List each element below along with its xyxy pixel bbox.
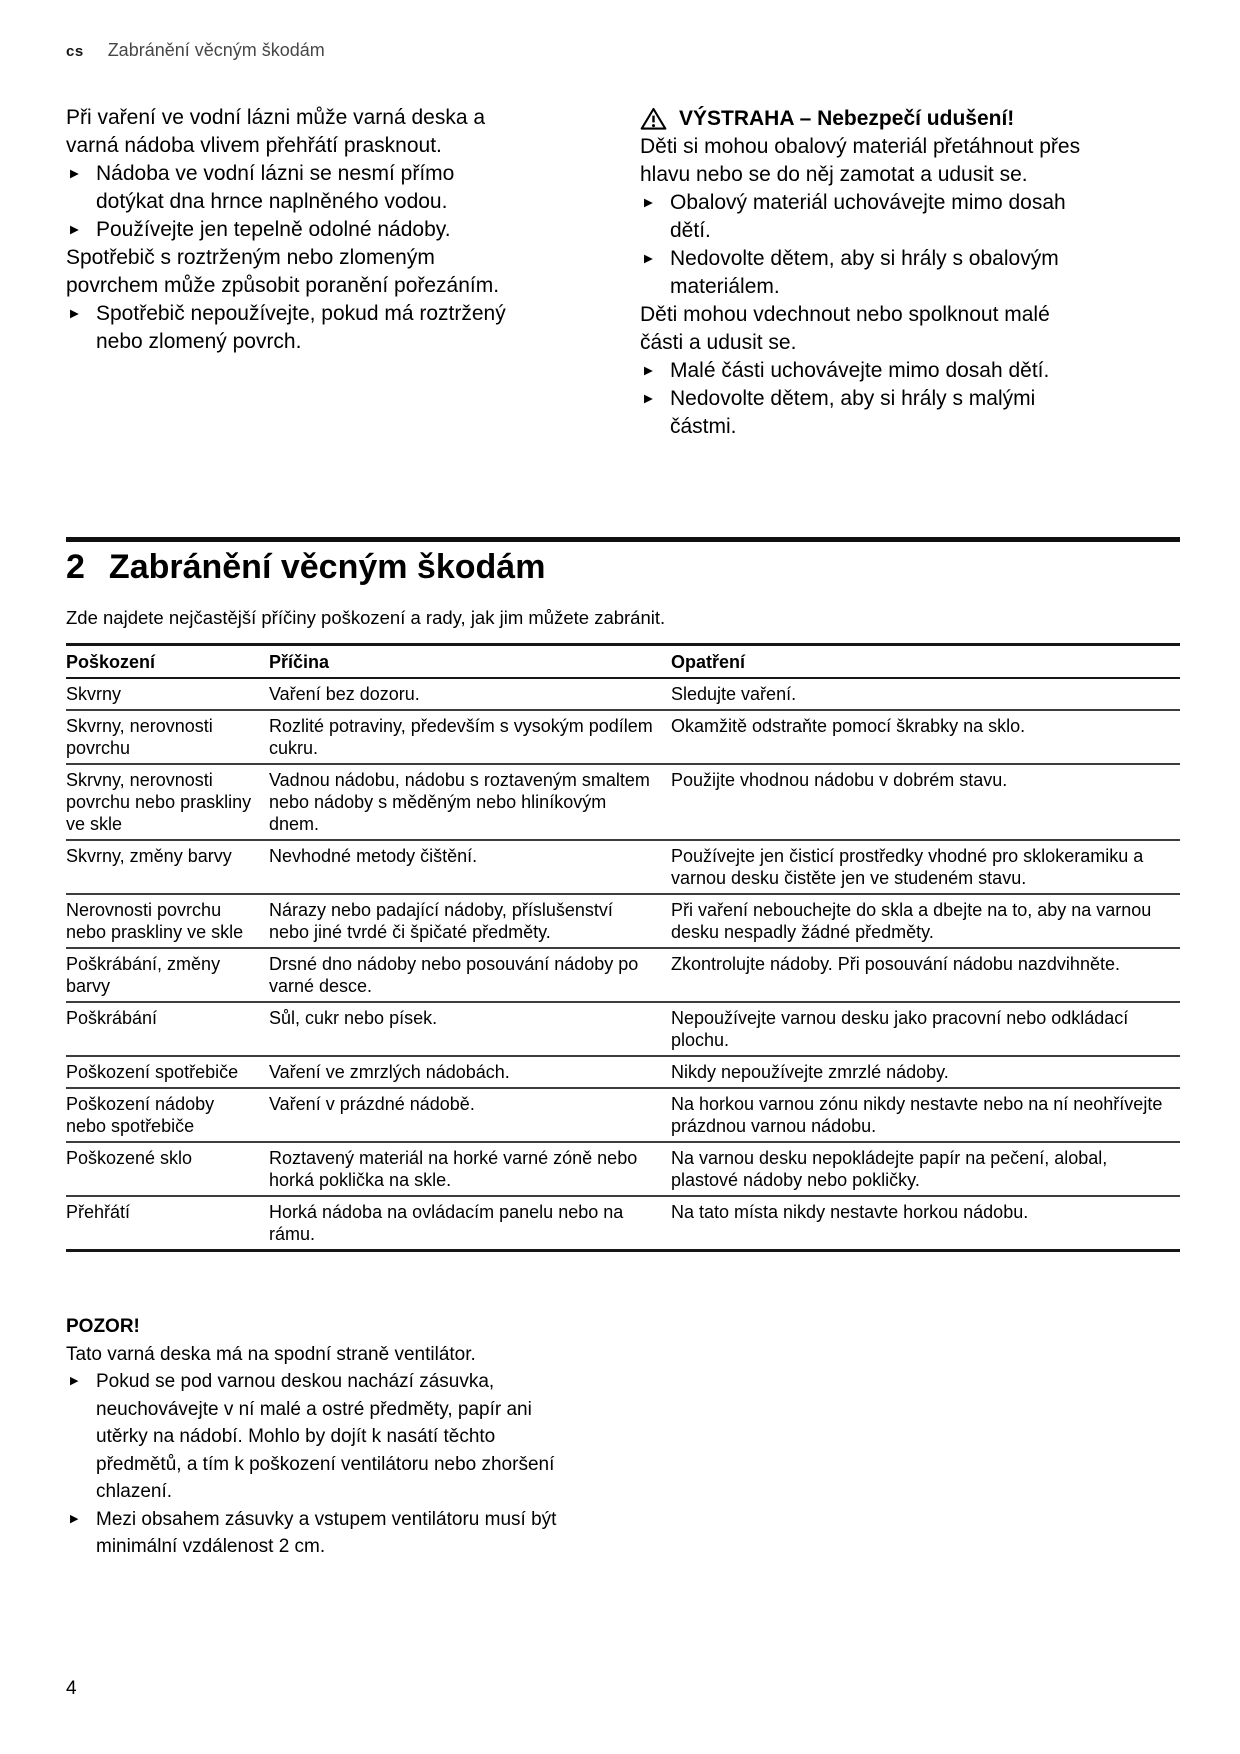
list-item [640, 385, 1092, 441]
table-row [66, 1056, 1180, 1088]
cell-remedy: Okamžitě odstraňte pomocí škrabky na sklo. [671, 710, 1180, 764]
bullet-triangle-icon: ▶ [70, 224, 79, 236]
bullet-triangle-icon: ▶ [644, 393, 653, 405]
safety-column-left [66, 104, 511, 356]
running-header-title: Zabránění věcným škodám [107, 40, 325, 60]
section-title: Zabránění věcným škodám [108, 548, 546, 586]
cell-damage: Poškození nádoby nebo spotřebiče [66, 1088, 269, 1142]
cell-cause: Nárazy nebo padající nádoby, příslušenství nebo jiné tvrdé či špičaté předměty. [269, 894, 671, 948]
table-row [66, 894, 1180, 948]
list-item [66, 1368, 571, 1506]
list-item-text: Používejte jen tepelně odolné nádoby. [96, 218, 451, 241]
table-row [66, 948, 1180, 1002]
warning-heading [640, 105, 1092, 133]
section-heading [66, 547, 545, 587]
cell-remedy: Na tato místa nikdy nestavte horkou nádobu. [671, 1196, 1180, 1251]
safety-column-right [640, 105, 1092, 441]
bullet-triangle-icon: ▶ [644, 253, 653, 265]
warning-triangle-icon [640, 107, 667, 131]
safety-paragraph: Děti si mohou obalový materiál přetáhnout přes hlavu nebo se do něj zamotat a udusit se. [640, 135, 1081, 186]
list-item [640, 189, 1092, 245]
cell-cause: Roztavený materiál na horké varné zóně nebo horká poklička na skle. [269, 1142, 671, 1196]
list-item-text: Spotřebič nepoužívejte, pokud má roztržený nebo zlomený povrch. [96, 302, 506, 353]
cell-remedy: Sledujte vaření. [671, 678, 1180, 710]
caution-block [66, 1313, 571, 1561]
cell-remedy: Zkontrolujte nádoby. Při posouvání nádobu nazdvihněte. [671, 948, 1180, 1002]
cell-damage: Skvrny, změny barvy [66, 840, 269, 894]
list-item [640, 245, 1092, 301]
cell-damage: Skvrny, nerovnosti povrchu [66, 710, 269, 764]
cell-damage: Nerovnosti povrchu nebo praskliny ve skle [66, 894, 269, 948]
cell-remedy: Nepoužívejte varnou desku jako pracovní nebo odkládací plochu. [671, 1002, 1180, 1056]
cell-remedy: Při vaření nebouchejte do skla a dbejte na to, aby na varnou desku nespadly žádné předměty. [671, 894, 1180, 948]
table-row [66, 840, 1180, 894]
safety-paragraph: Spotřebič s roztrženým nebo zlomeným povrchem může způsobit poranění pořezáním. [66, 246, 500, 297]
list-item [66, 216, 511, 244]
list-item [66, 300, 511, 356]
list-item-text: Malé části uchovávejte mimo dosah dětí. [670, 359, 1050, 382]
cell-remedy: Používejte jen čisticí prostředky vhodné pro sklokeramiku a varnou desku čistěte jen ve studeném stavu. [671, 840, 1180, 894]
section-divider [66, 537, 1180, 542]
list-item-text: Nádoba ve vodní lázni se nesmí přímo dotýkat dna hrnce naplněného vodou. [96, 162, 455, 213]
page-number: 4 [66, 1678, 77, 1699]
cell-cause: Vaření bez dozoru. [269, 678, 671, 710]
list-item [66, 160, 511, 216]
cell-damage: Skvrny [66, 678, 269, 710]
running-header [66, 40, 325, 61]
table-row [66, 1002, 1180, 1056]
table-header-row [66, 645, 1180, 679]
cell-cause: Drsné dno nádoby nebo posouvání nádoby po varné desce. [269, 948, 671, 1002]
cell-cause: Nevhodné metody čištění. [269, 840, 671, 894]
language-code: cs [66, 43, 84, 60]
caution-paragraph: Tato varná deska má na spodní straně ventilátor. [66, 1343, 476, 1365]
table-row [66, 1088, 1180, 1142]
cell-damage: Přehřátí [66, 1196, 269, 1251]
cell-cause: Vaření v prázdné nádobě. [269, 1088, 671, 1142]
safety-paragraph: Děti mohou vdechnout nebo spolknout malé části a udusit se. [640, 303, 1050, 354]
cell-remedy: Nikdy nepoužívejte zmrzlé nádoby. [671, 1056, 1180, 1088]
cell-damage: Skrvny, nerovnosti povrchu nebo praskliny ve skle [66, 764, 269, 840]
bullet-triangle-icon: ▶ [644, 197, 653, 209]
cell-damage: Poškozené sklo [66, 1142, 269, 1196]
bullet-triangle-icon: ▶ [70, 168, 79, 180]
column-header-damage: Poškození [66, 645, 269, 679]
bullet-triangle-icon: ▶ [70, 308, 79, 320]
column-header-remedy: Opatření [671, 645, 1180, 679]
list-item [640, 357, 1092, 385]
cell-cause: Vadnou nádobu, nádobu s roztaveným smaltem nebo nádoby s měděným nebo hliníkovým dnem. [269, 764, 671, 840]
column-header-cause: Příčina [269, 645, 671, 679]
cell-cause: Rozlité potraviny, především s vysokým podílem cukru. [269, 710, 671, 764]
list-item-text: Obalový materiál uchovávejte mimo dosah dětí. [670, 191, 1066, 242]
section-number: 2 [66, 548, 85, 586]
list-item-text: Mezi obsahem zásuvky a vstupem ventilátoru musí být minimální vzdálenost 2 cm. [96, 1508, 557, 1557]
list-item-text: Nedovolte dětem, aby si hrály s malými částmi. [670, 387, 1036, 438]
bullet-triangle-icon: ▶ [644, 365, 653, 377]
bullet-triangle-icon: ▶ [70, 1375, 79, 1387]
cell-remedy: Použijte vhodnou nádobu v dobrém stavu. [671, 764, 1180, 840]
table-row [66, 710, 1180, 764]
cell-cause: Sůl, cukr nebo písek. [269, 1002, 671, 1056]
cell-damage: Poškrábání [66, 1002, 269, 1056]
cell-remedy: Na varnou desku nepokládejte papír na pečení, alobal, plastové nádoby nebo pokličky. [671, 1142, 1180, 1196]
list-item-text: Pokud se pod varnou deskou nachází zásuvka, neuchovávejte v ní malé a ostré předměty, papír ani utěrky na nádobí. Mohlo by dojít k nasátí těchto předmětů, a tím k poškození ventilátoru nebo zhoršení chlazení. [96, 1371, 555, 1502]
cell-cause: Horká nádoba na ovládacím panelu nebo na rámu. [269, 1196, 671, 1251]
cell-cause: Vaření ve zmrzlých nádobách. [269, 1056, 671, 1088]
table-row [66, 1142, 1180, 1196]
bullet-triangle-icon: ▶ [70, 1512, 79, 1525]
cell-damage: Poškození spotřebiče [66, 1056, 269, 1088]
list-item-text: Nedovolte dětem, aby si hrály s obalovým materiálem. [670, 247, 1059, 298]
section-intro: Zde najdete nejčastější příčiny poškození a rady, jak jim můžete zabránit. [66, 607, 666, 628]
caution-title: POZOR! [66, 1316, 140, 1337]
damage-prevention-table [66, 643, 1180, 1252]
cell-remedy: Na horkou varnou zónu nikdy nestavte nebo na ní neohřívejte prázdnou varnou nádobu. [671, 1088, 1180, 1142]
table-row [66, 678, 1180, 710]
warning-title-text: VÝSTRAHA – Nebezpečí udušení! [679, 107, 1015, 130]
cell-damage: Poškrábání, změny barvy [66, 948, 269, 1002]
safety-paragraph: Při vaření ve vodní lázni může varná deska a varná nádoba vlivem přehřátí prasknout. [66, 106, 486, 157]
table-row [66, 764, 1180, 840]
list-item [66, 1506, 571, 1561]
table-row [66, 1196, 1180, 1251]
